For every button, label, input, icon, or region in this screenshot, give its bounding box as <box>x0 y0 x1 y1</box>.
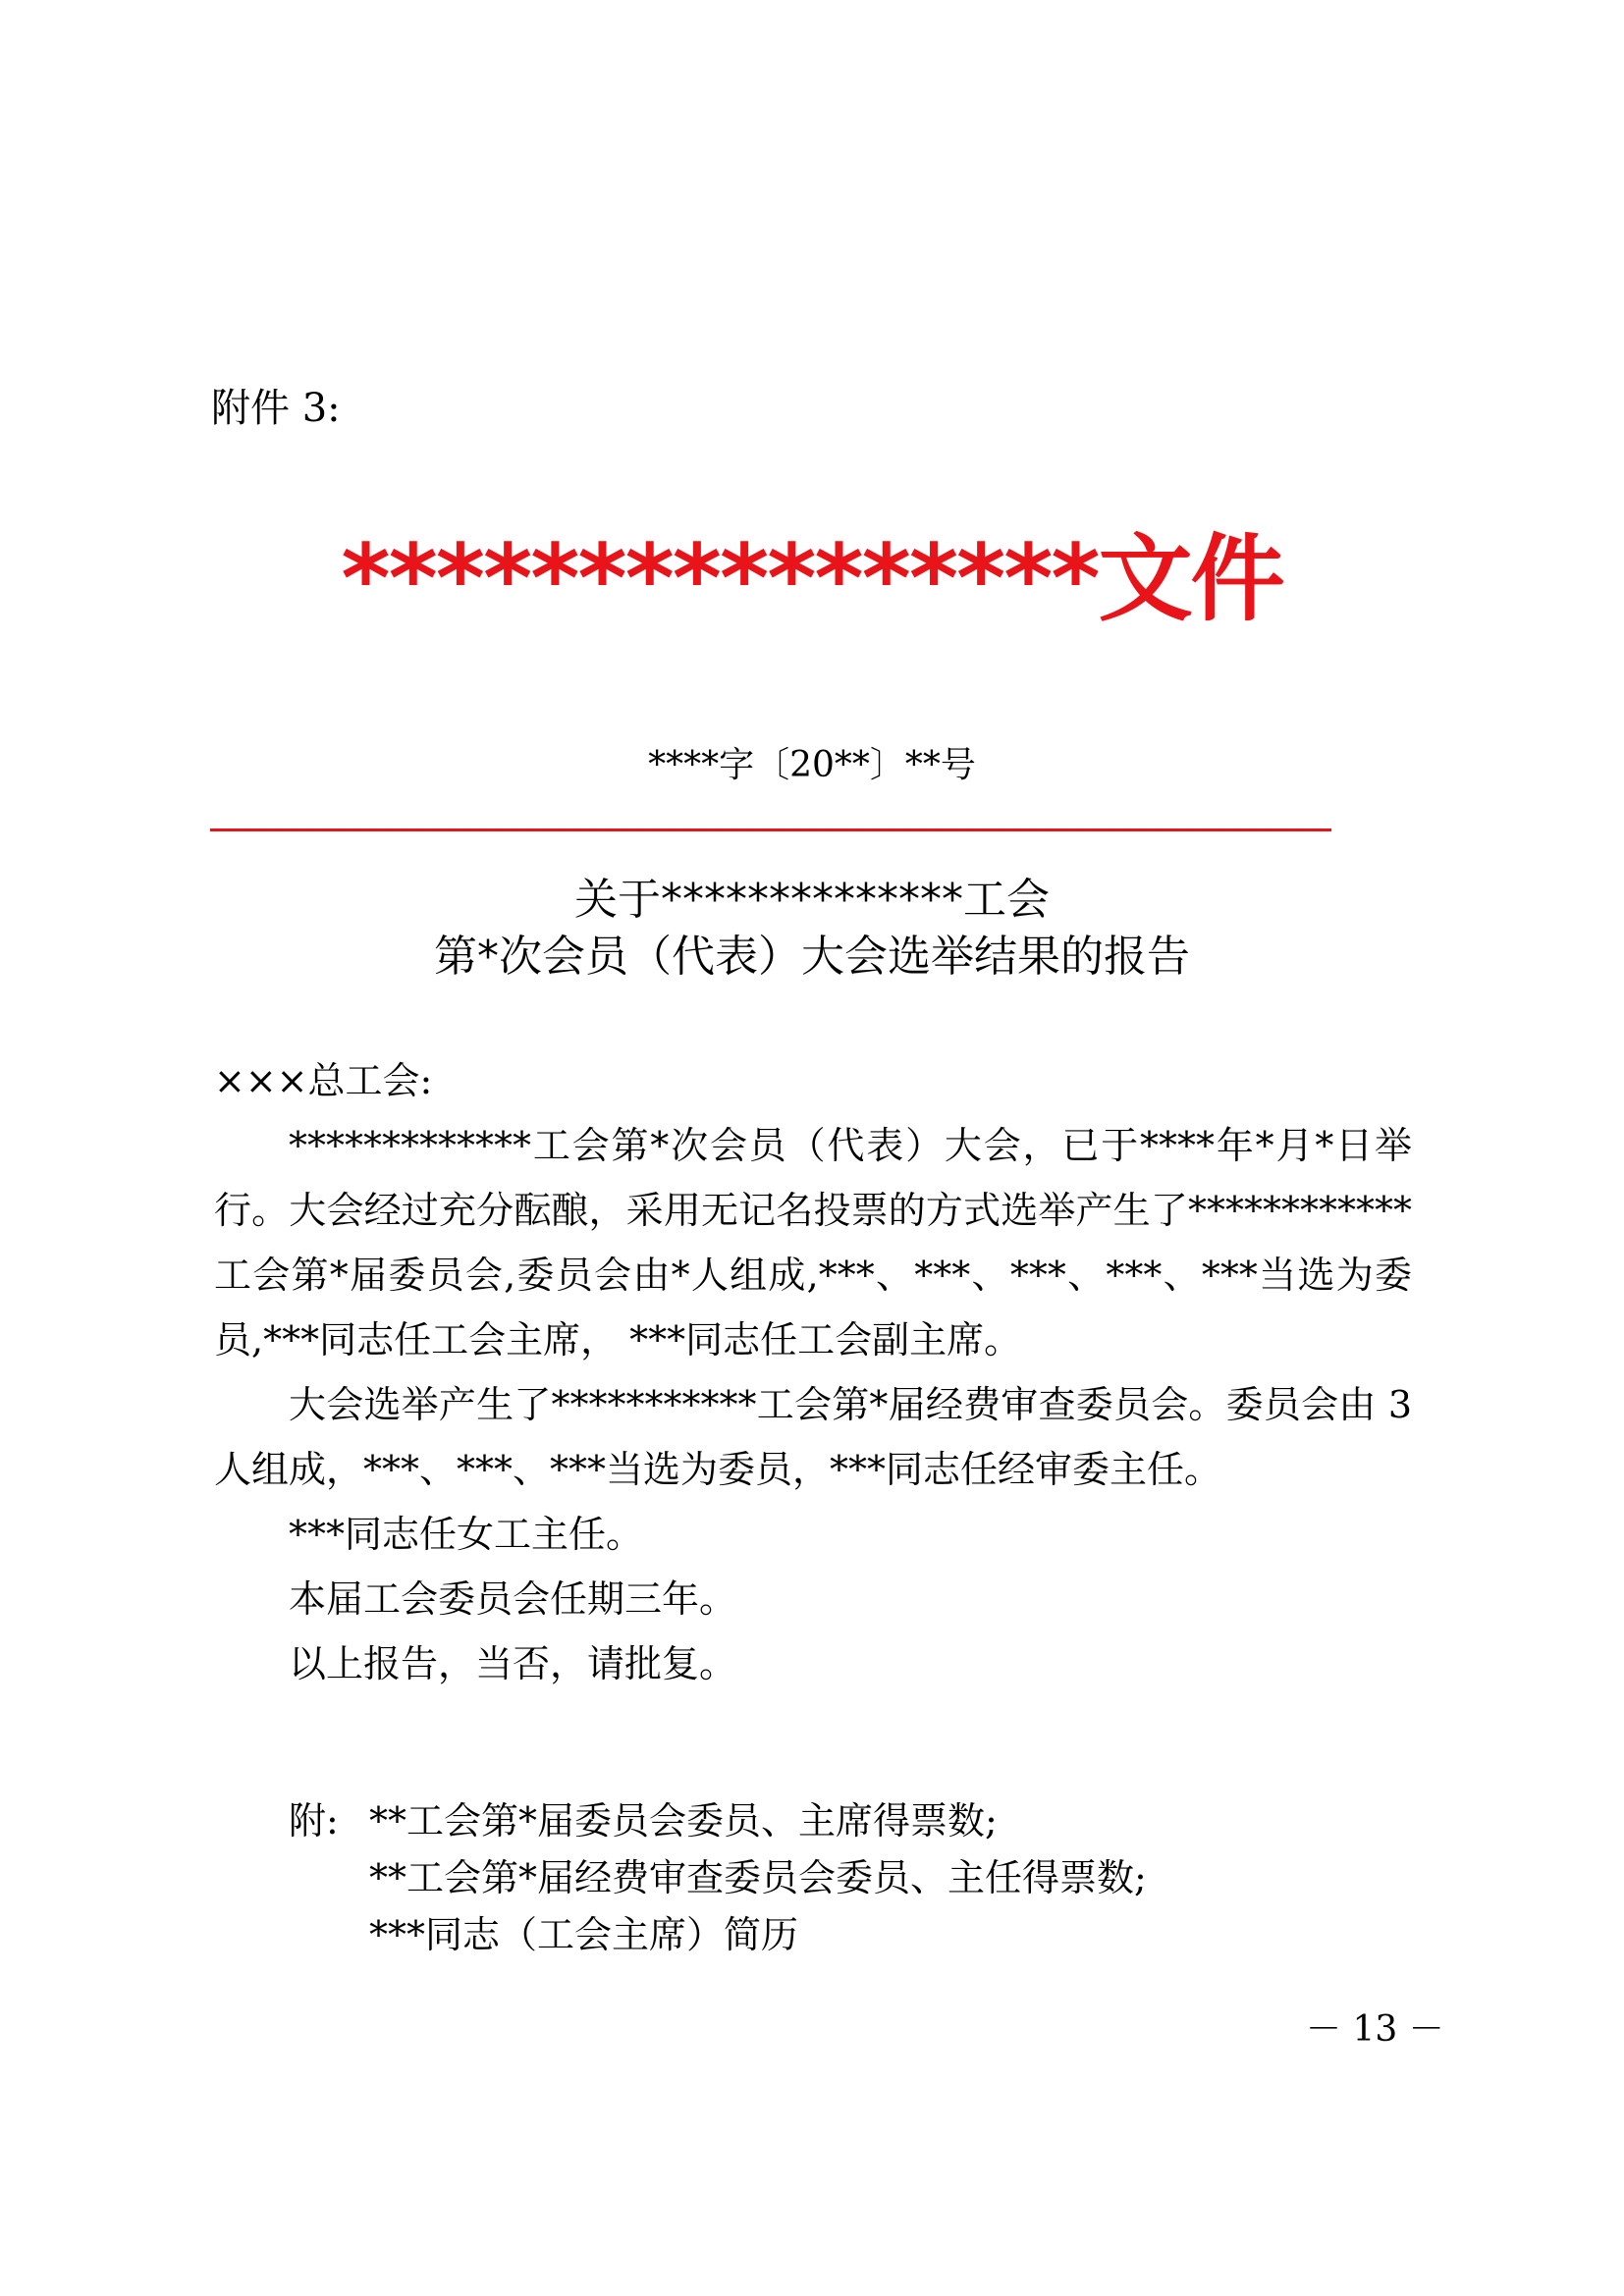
red-divider-rule <box>210 828 1331 831</box>
body-paragraph-election: *************工会第*次会员（代表）大会，已于****年*月*日举行。大会经过充分酝酿，采用无记名投票的方式选举产生了************工会第*届委员会,委员会由*人组成,***、***、***、***、***当选为委员,***同志任工会主席， ***同志任工会副主席。 <box>214 1124 1412 1362</box>
body-paragraph-request: 以上报告，当否，请批复。 <box>289 1642 737 1685</box>
attachment-label: 附件 3: <box>211 386 341 431</box>
attachment-item <box>289 1906 1147 1963</box>
body-paragraph-term: 本届工会委员会任期三年。 <box>289 1577 737 1621</box>
attachment-item-text: ***同志（工会主席）简历 <box>369 1913 799 1956</box>
report-body <box>214 1048 1412 1696</box>
page-number: － 13 － <box>1306 2009 1444 2050</box>
attachment-item <box>289 1849 1147 1906</box>
document-number: ****字〔20**〕**号 <box>648 745 976 785</box>
report-title <box>0 872 1624 986</box>
report-title-line-1: 关于**************工会 <box>574 875 1050 925</box>
attachments-list <box>289 1792 1147 1963</box>
document-header-title: ****************文件 <box>341 524 1283 634</box>
report-title-line-2: 第*次会员（代表）大会选举结果的报告 <box>434 932 1190 982</box>
salutation: ×××总工会: <box>214 1059 433 1102</box>
body-paragraph-women-director: ***同志任女工主任。 <box>289 1513 644 1556</box>
attachments-prefix: 附: <box>289 1799 339 1842</box>
attachment-item-text: **工会第*届经费审查委员会委员、主任得票数; <box>369 1856 1147 1899</box>
body-paragraph-audit-committee: 大会选举产生了***********工会第*届经费审查委员会。委员会由 3 人组成，***、***、***当选为委员，***同志任经审委主任。 <box>214 1383 1412 1491</box>
attachment-item-text: **工会第*届委员会委员、主席得票数; <box>369 1799 998 1842</box>
attachment-item <box>289 1792 1147 1849</box>
